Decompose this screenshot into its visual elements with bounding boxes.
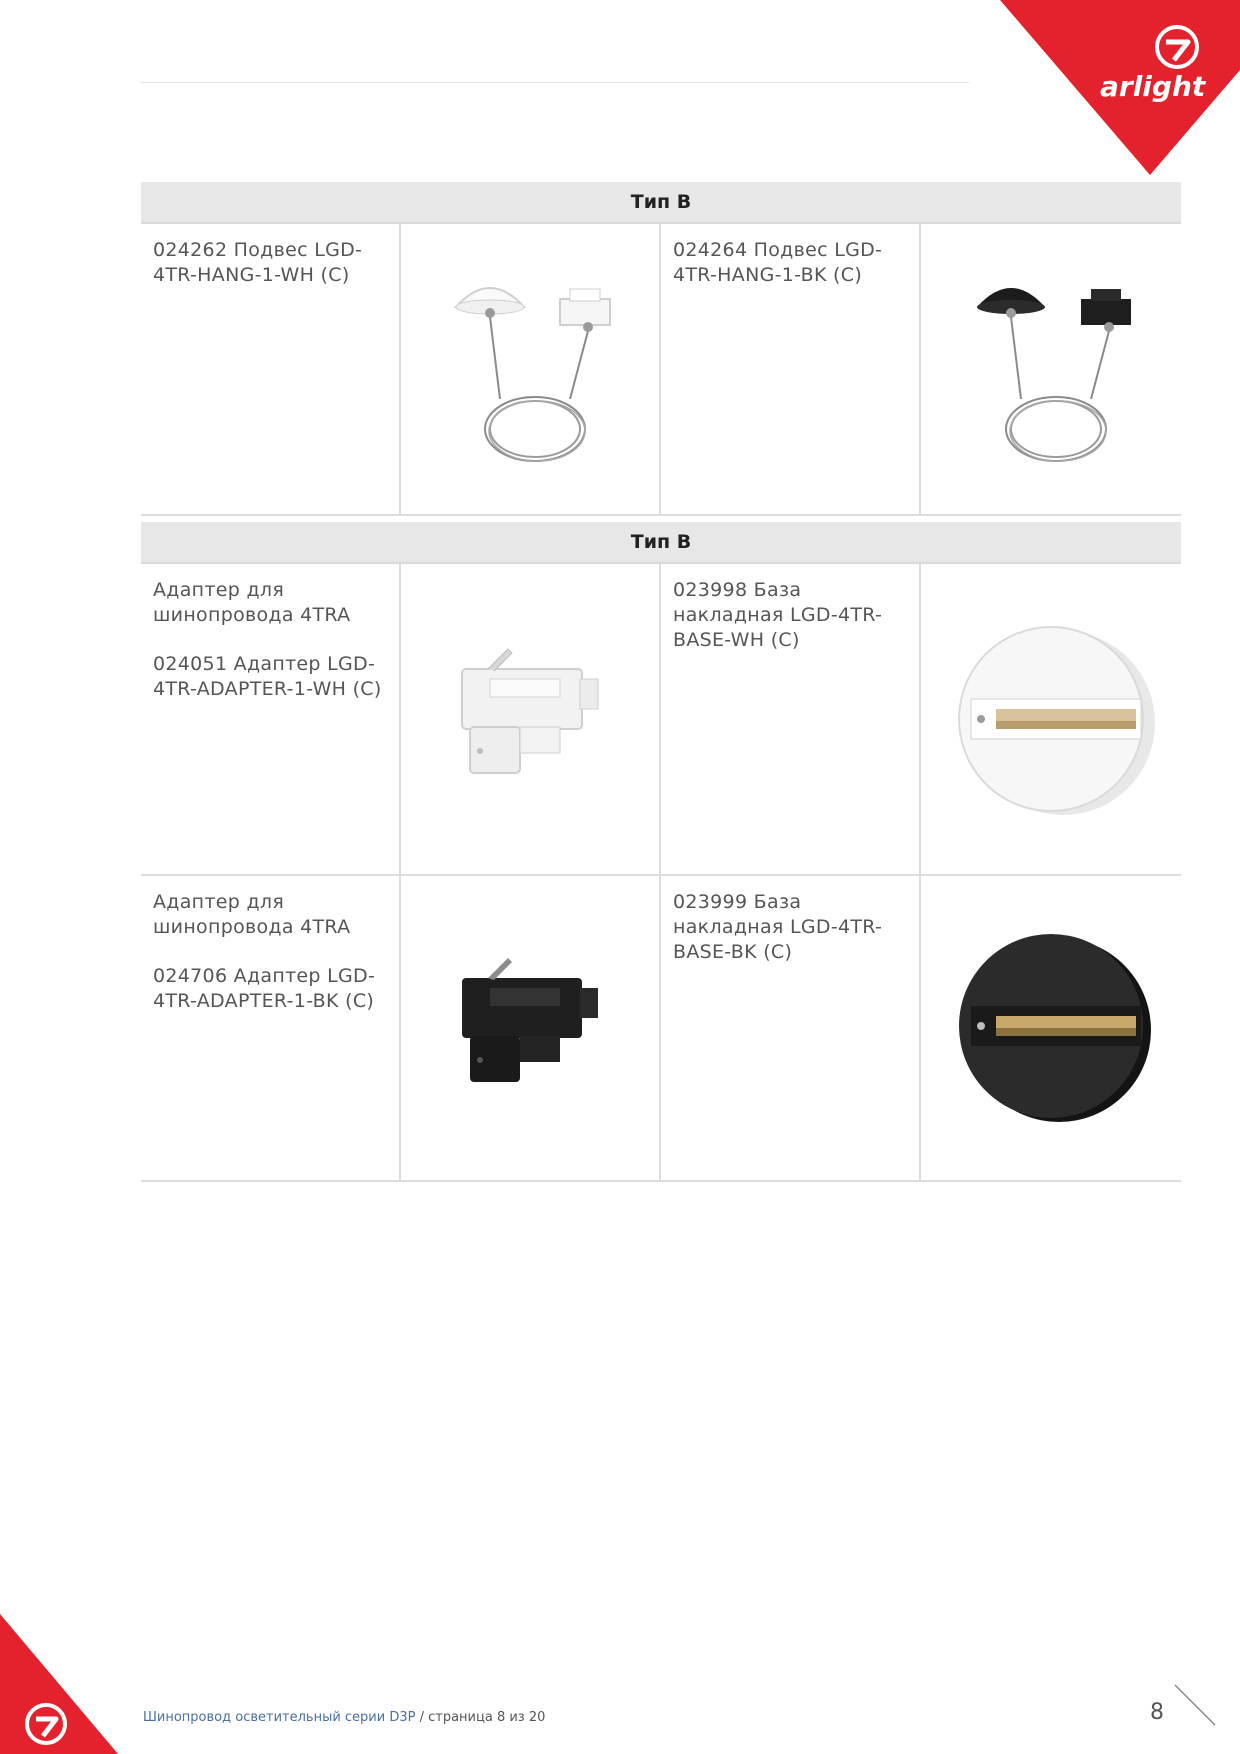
product-name: 024262 Подвес LGD-4TR-HANG-1-WH (C)	[153, 239, 363, 286]
product-name: 023999 База накладная LGD-4TR-BASE-BK (C)	[673, 891, 883, 963]
product-description	[141, 564, 401, 874]
product-description	[661, 224, 921, 514]
product-image-white-adapter	[401, 564, 661, 874]
product-name: 023998 База накладная LGD-4TR-BASE-WH (C)	[673, 579, 883, 651]
product-image-black-adapter	[401, 876, 661, 1180]
product-name: 024706 Адаптер LGD-4TR-ADAPTER-1-BK (C)	[153, 965, 376, 1012]
product-category: Адаптер для шинопровода 4TRA	[153, 579, 351, 626]
top-rule	[141, 82, 969, 83]
product-image-black-base	[921, 876, 1181, 1180]
footer-page-info: / страница 8 из 20	[415, 1710, 546, 1725]
product-description	[661, 876, 921, 1180]
product-catalog	[141, 182, 1181, 1182]
product-name: 024264 Подвес LGD-4TR-HANG-1-BK (C)	[673, 239, 883, 286]
product-name: 024051 Адаптер LGD-4TR-ADAPTER-1-WH (C)	[153, 653, 382, 700]
product-description	[141, 876, 401, 1180]
brand-logo-corner	[920, 0, 1240, 180]
product-description	[141, 224, 401, 514]
product-image-black-hanger	[921, 224, 1181, 514]
section-header: Тип B	[141, 182, 1181, 224]
product-description	[661, 564, 921, 874]
product-image-white-base	[921, 564, 1181, 874]
page-number: 8	[1150, 1700, 1164, 1725]
page-slash-decoration	[1170, 1680, 1220, 1730]
footer-brand-corner	[0, 1614, 120, 1754]
product-image-white-hanger	[401, 224, 661, 514]
footer-caption	[143, 1710, 545, 1725]
product-row	[141, 564, 1181, 876]
product-row	[141, 224, 1181, 516]
product-row	[141, 876, 1181, 1182]
section-header: Тип B	[141, 522, 1181, 564]
product-category: Адаптер для шинопровода 4TRA	[153, 891, 351, 938]
brand-logo-text: arlight	[1100, 70, 1206, 103]
footer-series: Шинопровод осветительный серии D3P	[143, 1710, 416, 1725]
